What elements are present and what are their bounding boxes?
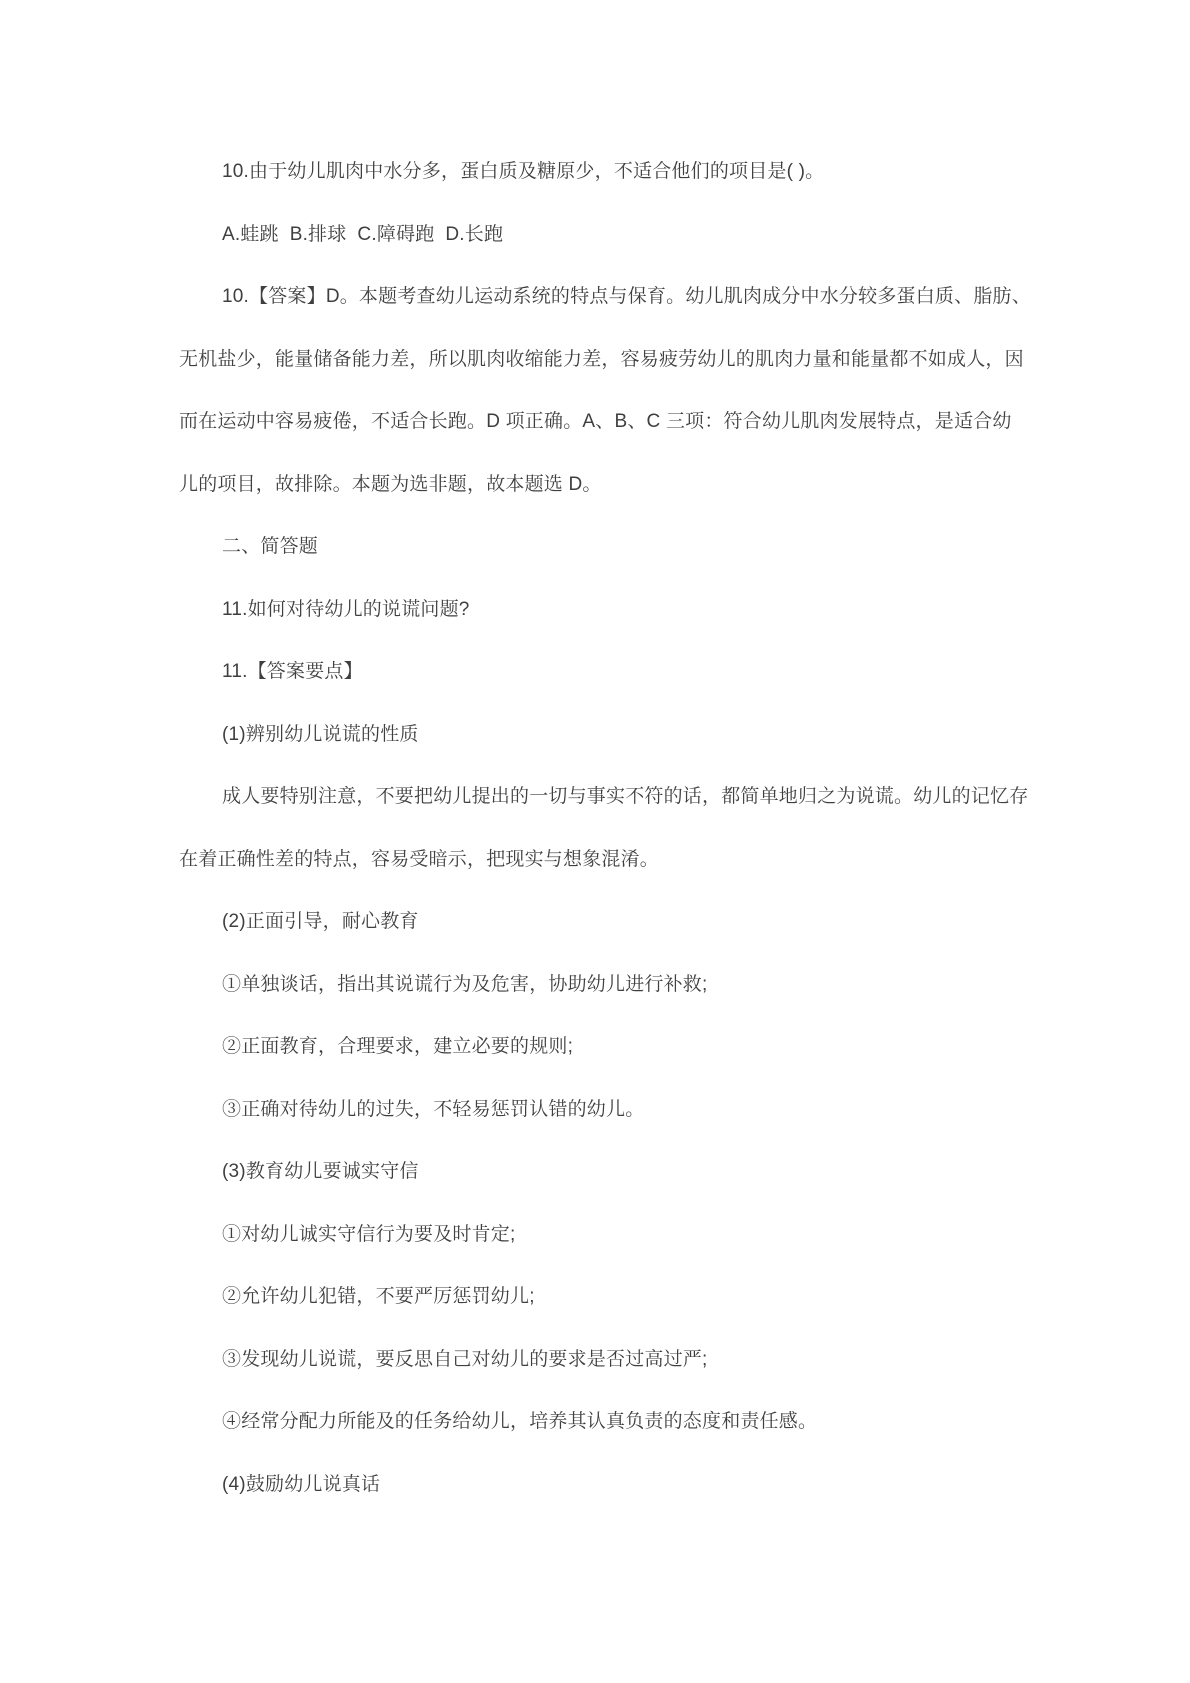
text-line: (2)正面引导，耐心教育 bbox=[222, 911, 419, 932]
text-line: ①对幼儿诚实守信行为要及时肯定; bbox=[222, 1223, 516, 1245]
text-line: ②正面教育，合理要求，建立必要的规则; bbox=[222, 1036, 574, 1057]
text-line: (1)辨别幼儿说谎的性质 bbox=[222, 723, 419, 745]
text-line: (3)教育幼儿要诚实守信 bbox=[222, 1161, 419, 1182]
text-line: 11.如何对待幼儿的说谎问题? bbox=[222, 598, 470, 620]
text-line: ③发现幼儿说谎，要反思自己对幼儿的要求是否过高过严; bbox=[222, 1348, 708, 1370]
text-line: 而在运动中容易疲倦，不适合长跑。D 项正确。A、B、C 三项：符合幼儿肌肉发展特点，是适合幼 bbox=[179, 411, 1012, 432]
text-line: 在着正确性差的特点，容易受暗示，把现实与想象混淆。 bbox=[179, 848, 660, 870]
text-line: 二、简答题 bbox=[222, 536, 319, 557]
text-line: ④经常分配力所能及的任务给幼儿，培养其认真负责的态度和责任感。 bbox=[222, 1411, 818, 1432]
text-line: ②允许幼儿犯错，不要严厉惩罚幼儿; bbox=[222, 1286, 535, 1307]
document-body bbox=[179, 141, 1039, 1516]
text-line: A.蛙跳 B.排球 C.障碍跑 D.长跑 bbox=[222, 223, 504, 245]
text-line: 10.【答案】D。本题考查幼儿运动系统的特点与保育。幼儿肌肉成分中水分较多蛋白质、脂肪、 bbox=[222, 286, 1031, 307]
text-line: (4)鼓励幼儿说真话 bbox=[222, 1473, 381, 1495]
text-line: 11.【答案要点】 bbox=[222, 661, 363, 682]
text-line: 10.由于幼儿肌肉中水分多，蛋白质及糖原少，不适合他们的项目是( )。 bbox=[222, 161, 825, 182]
text-line: 无机盐少，能量储备能力差，所以肌肉收缩能力差，容易疲劳幼儿的肌肉力量和能量都不如成人，因 bbox=[179, 348, 1024, 370]
text-line: ①单独谈话，指出其说谎行为及危害，协助幼儿进行补救; bbox=[222, 973, 708, 995]
text-line: 成人要特别注意，不要把幼儿提出的一切与事实不符的话，都简单地归之为说谎。幼儿的记忆存 bbox=[222, 786, 1029, 807]
text-line: ③正确对待幼儿的过失，不轻易惩罚认错的幼儿。 bbox=[222, 1098, 645, 1120]
text-line: 儿的项目，故排除。本题为选非题，故本题选 D。 bbox=[179, 473, 602, 495]
